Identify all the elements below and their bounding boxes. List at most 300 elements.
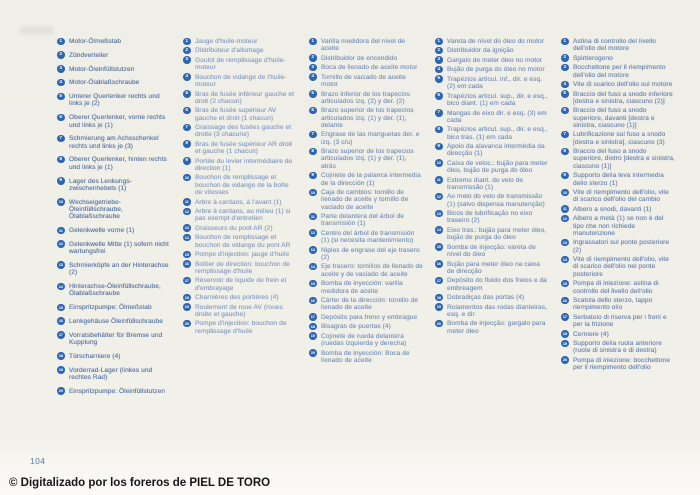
- list-item: [183, 158, 297, 173]
- item-number-badge-icon: 12: [436, 193, 441, 199]
- list-item: [57, 318, 171, 325]
- item-number-badge-icon: 10: [184, 174, 189, 180]
- item-number-badge-icon: 6: [561, 107, 569, 115]
- item-text: Trapézios articul. sup., dir. e esq., bico diant. (1) em cada: [447, 92, 548, 108]
- item-text: Spinterogeno: [573, 54, 613, 62]
- item-text: Caixa de veloc.: bujão para meter óleo, bujão de purga do óleo: [447, 159, 548, 175]
- item-number-badge-icon: 8: [183, 140, 191, 148]
- item-text: Braccio del fuso a snodo superiore, davanti [destra e sinistra, ciascuno (1)]: [573, 107, 655, 129]
- item-number-badge-icon: 1: [561, 38, 569, 46]
- list-item: [435, 304, 549, 319]
- item-text: Wechselgetriebe-Öleinfüllschraube, Ölablaßschraube: [69, 198, 123, 221]
- item-number-badge-icon: 14: [58, 283, 63, 289]
- item-number-badge-icon: 14: [562, 256, 567, 262]
- item-text: Bicos de lubrificação no eixo traseiro (2): [447, 210, 533, 225]
- item-text: Cárter de la dirección: tornillo de llenado de aceite: [321, 297, 419, 312]
- item-number-badge-icon: 2: [57, 51, 65, 59]
- item-number-badge-icon: 2: [561, 54, 569, 62]
- item-text: Trapézios articul. sup., dir. e esq., bico tras. (1) em cada: [447, 126, 548, 141]
- item-text: Schmierung am Achsschenkel rechts und links je (3): [69, 135, 159, 150]
- item-number-badge-icon: 20: [184, 320, 189, 326]
- item-number-badge-icon: 15: [562, 280, 567, 286]
- list-item: [183, 294, 297, 301]
- item-number-badge-icon: 13: [310, 247, 315, 253]
- item-text: Serbatoio di riserva per i freni e per la frizione: [573, 313, 667, 329]
- item-text: Vite di riempimento dell'olio, vite di scarico dell'olio nel ponte posteriore: [573, 256, 670, 278]
- item-text: Einspritzpumpe: Ölmeßstab: [69, 304, 152, 312]
- list-item: [183, 208, 297, 223]
- item-text: Bras de fusée supérieur AR droit et gauche (1 chacun): [195, 140, 293, 156]
- item-number-badge-icon: 1: [57, 38, 65, 46]
- item-number-badge-icon: 3: [309, 64, 317, 72]
- item-text: Oberer Querlenker, hinten rechts und links je (1): [69, 156, 167, 171]
- item-text: Unterer Querlenker rechts und links je (2): [69, 93, 160, 108]
- list-item: [561, 206, 675, 213]
- column-french: [183, 38, 297, 402]
- list-item: [57, 135, 171, 150]
- item-number-badge-icon: 3: [561, 64, 569, 72]
- list-item: [561, 239, 675, 254]
- item-text: Bouchon de remplissage et bouchon de vidange du pont AR: [195, 234, 291, 249]
- item-number-badge-icon: 10: [310, 189, 315, 195]
- list-item: [561, 280, 675, 295]
- list-item: [57, 262, 171, 277]
- item-number-badge-icon: 17: [436, 277, 441, 283]
- list-item: [183, 141, 297, 156]
- item-text: Bomba de injecção: gargalo para meter óleo: [447, 320, 546, 335]
- item-text: Arbre à cardans, à l'avant (1): [195, 198, 282, 206]
- item-text: Eixo tras.: bujão para meter óleo, bujão de purga do óleo: [447, 226, 547, 242]
- item-number-badge-icon: 9: [435, 143, 443, 151]
- list-item: [183, 251, 297, 258]
- item-number-badge-icon: 12: [58, 241, 63, 247]
- item-text: Dobradiças das portas (4): [447, 294, 525, 302]
- list-item: [435, 193, 549, 208]
- item-number-badge-icon: 8: [57, 156, 65, 164]
- list-item: [561, 64, 675, 79]
- item-text: Bocchettone per il riempimento dell'olio del motore: [573, 64, 666, 79]
- item-text: Apoio da alavanca intermédia da direcção (1): [447, 143, 545, 158]
- list-item: [561, 215, 675, 237]
- item-text: Braccio del fuso a snodo superiore, dietro [destra e sinistra, ciascuno (1)]: [573, 148, 675, 170]
- item-text: Bomba de inyección: varilla medidora de aceite: [321, 280, 403, 295]
- item-number-badge-icon: 4: [435, 66, 443, 74]
- item-number-badge-icon: 3: [57, 65, 65, 73]
- list-item: [561, 314, 675, 329]
- item-number-badge-icon: 4: [309, 73, 317, 81]
- item-text: Supporto della ruota anteriore (ruote di sinistra e di destra): [573, 340, 663, 355]
- list-item: [309, 230, 423, 245]
- list-item: [57, 241, 171, 256]
- list-item: [435, 320, 549, 335]
- item-number-badge-icon: 9: [57, 177, 65, 185]
- item-number-badge-icon: 13: [562, 239, 567, 245]
- list-item: [561, 189, 675, 204]
- item-number-badge-icon: 15: [58, 304, 63, 310]
- item-text: Pompe d'injection: jauge d'huile: [195, 251, 290, 259]
- item-text: Gelenkwelle vorne (1): [69, 227, 135, 235]
- item-number-badge-icon: 18: [310, 323, 315, 329]
- list-item: [435, 76, 549, 91]
- list-item: [183, 124, 297, 139]
- item-number-badge-icon: 15: [184, 251, 189, 257]
- item-number-badge-icon: 20: [310, 350, 315, 356]
- item-number-badge-icon: 5: [561, 90, 569, 98]
- list-item: [435, 93, 549, 108]
- item-number-badge-icon: 19: [436, 304, 441, 310]
- item-text: Cerniere (4): [573, 330, 609, 338]
- item-number-badge-icon: 16: [310, 297, 315, 303]
- item-text: Zündverteiler: [69, 51, 109, 59]
- item-number-badge-icon: 2: [183, 47, 191, 55]
- item-text: Boca de llenado de aceite motor: [321, 64, 418, 72]
- item-text: Albero a snodi, davanti (1): [573, 205, 652, 213]
- list-item: [561, 38, 675, 53]
- item-text: Schmierköpfe an der Hinterachse (2): [69, 261, 169, 277]
- item-number-badge-icon: 7: [561, 131, 569, 139]
- item-number-badge-icon: 17: [58, 332, 63, 338]
- item-number-badge-icon: 18: [562, 331, 567, 337]
- watermark-text: © Digitalizado por los foreros de PIEL DE TORO: [9, 477, 271, 489]
- item-text: Varilla medidora del nivel de aceite: [321, 38, 406, 53]
- list-item: [561, 55, 675, 62]
- list-item: [309, 280, 423, 295]
- item-text: Supporto della leva intermedia dello sterzo (1): [573, 172, 664, 187]
- item-number-badge-icon: 2: [309, 54, 317, 62]
- list-item: [309, 213, 423, 228]
- list-item: [309, 38, 423, 53]
- list-item: [435, 160, 549, 175]
- item-text: Distribuidor da ignição: [447, 47, 514, 55]
- list-item: [183, 320, 297, 335]
- list-item: [309, 263, 423, 278]
- scan-artifact: [20, 26, 54, 35]
- list-item: [435, 210, 549, 225]
- list-item: [183, 38, 297, 45]
- list-item: [435, 57, 549, 64]
- list-item: [57, 79, 171, 86]
- item-number-badge-icon: 3: [435, 56, 443, 64]
- list-item: [57, 227, 171, 234]
- item-number-badge-icon: 1: [309, 38, 317, 46]
- item-number-badge-icon: 13: [184, 225, 189, 231]
- list-item: [561, 107, 675, 129]
- column-spanish: [309, 38, 423, 402]
- list-item: [57, 199, 171, 221]
- item-text: Cojinete de la palanca intermedia de la dirección (1): [321, 172, 421, 187]
- item-text: Gargalo de meter óleo no motor: [447, 56, 543, 64]
- item-text: Bomba de injecção: vareta de nível do óleo: [447, 243, 536, 259]
- list-item: [309, 350, 423, 365]
- item-number-badge-icon: 8: [561, 148, 569, 156]
- item-text: Ao meio do veio de transmissão (1) (salvo dispensa manutenção): [447, 193, 545, 208]
- item-number-badge-icon: 4: [183, 73, 191, 81]
- item-number-badge-icon: 16: [184, 261, 189, 267]
- item-number-badge-icon: 12: [184, 208, 189, 214]
- item-number-badge-icon: 17: [184, 277, 189, 283]
- list-item: [183, 261, 297, 276]
- item-text: Jauge d'huile-moteur: [195, 38, 258, 45]
- list-item: [561, 297, 675, 312]
- list-item: [309, 64, 423, 71]
- list-item: [183, 234, 297, 249]
- item-text: Hinterachse-Öleinfüllschraube, Ölablaßschraube: [69, 283, 161, 298]
- item-number-badge-icon: 7: [57, 135, 65, 143]
- item-number-badge-icon: 4: [57, 79, 65, 87]
- item-number-badge-icon: 9: [309, 172, 317, 180]
- item-number-badge-icon: 7: [435, 109, 443, 117]
- item-number-badge-icon: 18: [436, 294, 441, 300]
- item-text: Roulement de roue AV (roues droite et gauche): [195, 303, 283, 318]
- item-text: Vareta de nível do óleo do motor: [447, 38, 545, 45]
- item-text: Motor-Ölablaßschraube: [69, 79, 140, 87]
- item-text: Charnières des portières (4): [195, 294, 279, 302]
- page-number: 104: [30, 456, 46, 466]
- item-text: Réservoir de liquide de frein et d'embrayage: [195, 277, 287, 292]
- item-text: Ingrassatori sul ponte posteriore (2): [573, 239, 670, 254]
- item-number-badge-icon: 5: [183, 90, 191, 98]
- list-item: [57, 178, 171, 193]
- item-number-badge-icon: 7: [309, 131, 317, 139]
- list-item: [435, 126, 549, 141]
- item-number-badge-icon: 15: [310, 280, 315, 286]
- list-item: [57, 367, 171, 382]
- item-text: Goulot de remplissage d'huile-moteur: [195, 56, 286, 72]
- list-item: [435, 227, 549, 242]
- item-text: Türscharniere (4): [69, 352, 121, 360]
- item-text: Vite di scarico dell'olio sul motore: [573, 81, 673, 89]
- list-item: [435, 261, 549, 276]
- item-text: Brazo superior de los trapecios articulados izq. (1) y der. (1), delante: [321, 107, 414, 129]
- item-number-badge-icon: 17: [310, 314, 315, 320]
- item-number-badge-icon: 19: [184, 304, 189, 310]
- item-text: Caja de cambios: tornillo de llenado de aceite y tornillo de vaciado de aceite: [321, 189, 409, 211]
- list-item: [57, 388, 171, 395]
- item-text: Centro del árbol de transmisión (1) (si necesita mantenimiento): [321, 229, 415, 245]
- list-item: [57, 66, 171, 73]
- item-text: Bras de fusée inférieur gauche et droit (2 chacun): [195, 90, 295, 105]
- item-text: Tornillo de vaciado de aceite motor: [321, 73, 406, 89]
- item-number-badge-icon: 9: [183, 157, 191, 165]
- list-item: [309, 131, 423, 146]
- item-text: Extremo diant. do veio de transmissão (1): [447, 176, 524, 191]
- item-text: Mangas de eixo dir. e esq. (3) em cada: [447, 109, 547, 124]
- item-number-badge-icon: 5: [57, 93, 65, 101]
- item-number-badge-icon: 4: [561, 81, 569, 89]
- item-number-badge-icon: 18: [184, 294, 189, 300]
- list-item: [435, 47, 549, 54]
- item-number-badge-icon: 14: [436, 227, 441, 233]
- item-number-badge-icon: 16: [562, 297, 567, 303]
- item-number-badge-icon: 12: [562, 215, 567, 221]
- list-item: [309, 297, 423, 312]
- item-number-badge-icon: 3: [183, 56, 191, 64]
- item-text: Vite di riempimento dell'olio, vite di scarico dell'olio del cambio: [573, 189, 670, 204]
- item-text: Distributeur d'allumage: [195, 47, 264, 55]
- list-item: [57, 353, 171, 360]
- item-text: Graissage des fusées gauche et droite (3 chacune): [195, 124, 292, 139]
- item-text: Pompa di iniezione: astina di controllo del livello dell'olio: [573, 280, 659, 295]
- list-item: [561, 172, 675, 187]
- column-italian: [561, 38, 675, 402]
- item-number-badge-icon: 14: [184, 234, 189, 240]
- item-text: Rolamentos das rodas dianteiras, esq. e dir.: [447, 303, 548, 318]
- list-item: [309, 107, 423, 129]
- item-number-badge-icon: 10: [58, 199, 63, 205]
- item-text: Bras de fusée supérieur AV gauche et droit (1 chacun): [195, 107, 277, 122]
- item-text: Gelenkwelle Mitte (1) sofern nicht wartungsfrei: [69, 240, 169, 256]
- item-text: Bouchon de remplissage et bouchon de vidange de la boîte de vitesses: [195, 174, 289, 197]
- item-number-badge-icon: 20: [58, 388, 63, 394]
- item-number-badge-icon: 18: [58, 353, 63, 359]
- item-number-badge-icon: 7: [183, 124, 191, 132]
- item-text: Vorratsbehälter für Bremse und Kupplung: [69, 331, 163, 347]
- list-item: [57, 156, 171, 171]
- list-item: [435, 38, 549, 45]
- item-text: Lenkgehäuse Öleinfüllschraube: [69, 317, 163, 325]
- item-text: Scatola dello sterzo, tappo riempimento olio: [573, 297, 653, 312]
- item-number-badge-icon: 13: [436, 210, 441, 216]
- list-item: [183, 91, 297, 106]
- item-number-badge-icon: 16: [436, 261, 441, 267]
- list-item: [183, 57, 297, 72]
- list-item: [435, 177, 549, 192]
- item-number-badge-icon: 6: [435, 92, 443, 100]
- item-number-badge-icon: 1: [183, 38, 191, 46]
- list-item: [435, 244, 549, 259]
- list-item: [57, 93, 171, 108]
- item-text: Trapézios articul. inf., dir. e esq. (2) em cada: [447, 75, 543, 91]
- list-item: [183, 47, 297, 54]
- item-text: Parte delantera del árbol de transmisión (1): [321, 213, 405, 228]
- item-text: Cojinete de rueda delantera (ruedas izquierda y derecha): [321, 332, 407, 348]
- item-number-badge-icon: 10: [436, 160, 441, 166]
- item-text: Albero a metà (1) se non è del tipo che non richiede manutenzione: [573, 215, 664, 237]
- item-text: Braccio del fuso a snodo inferiore [destra e sinistra, ciascuno (2)]: [573, 90, 673, 105]
- item-number-badge-icon: 11: [562, 206, 567, 212]
- item-text: Pompa di iniezione: bocchettone per il riempimento dell'olio: [573, 356, 671, 372]
- list-item: [309, 323, 423, 330]
- list-item: [561, 331, 675, 338]
- list-item: [561, 256, 675, 278]
- list-item: [183, 74, 297, 89]
- item-text: Depósito para freno y embrague: [321, 313, 418, 321]
- item-text: Distribuidor de encendido: [321, 54, 398, 62]
- item-text: Motor-Öleinfüllstutzen: [69, 65, 135, 73]
- item-text: Bujão para meter óleo na caixa de direcção: [447, 260, 540, 275]
- item-text: Eje trasero: tornillos de llenado de aceite y de vaciado de aceite: [321, 263, 423, 278]
- item-text: Depósito do fluido dos freios e da embreagem: [447, 277, 547, 292]
- list-item: [309, 55, 423, 62]
- item-text: Graisseurs du pont AR (2): [195, 224, 273, 232]
- list-item: [57, 304, 171, 311]
- item-number-badge-icon: 8: [309, 148, 317, 156]
- list-item: [561, 148, 675, 170]
- item-text: Einspritzpumpe: Öleinfüllstutzen: [69, 387, 166, 395]
- list-item: [435, 143, 549, 158]
- list-item: [561, 357, 675, 372]
- column-german: [57, 38, 171, 402]
- item-text: Vorderrad-Lager (linkes und rechtes Rad): [69, 366, 153, 381]
- list-item: [435, 277, 549, 292]
- item-text: Engrase de las manguetas der. e izq. (3 c/u): [321, 131, 420, 146]
- list-item: [561, 81, 675, 88]
- list-item: [309, 91, 423, 106]
- item-number-badge-icon: 19: [310, 333, 315, 339]
- list-item: [309, 314, 423, 321]
- item-number-badge-icon: 2: [435, 47, 443, 55]
- item-number-badge-icon: 12: [310, 230, 315, 236]
- item-text: Boîtier de direction: bouchon de remplissage d'huile: [195, 260, 290, 275]
- list-item: [57, 38, 171, 45]
- item-number-badge-icon: 5: [435, 75, 443, 83]
- item-number-badge-icon: 6: [57, 114, 65, 122]
- item-number-badge-icon: 11: [436, 177, 441, 183]
- list-item: [309, 189, 423, 211]
- item-text: Niples de engrase del eje trasero (2): [321, 246, 420, 261]
- item-text: Astina di controllo del livello dell'olio del motore: [573, 38, 656, 53]
- list-item: [309, 148, 423, 170]
- item-number-badge-icon: 6: [183, 107, 191, 115]
- list-item: [309, 247, 423, 262]
- item-number-badge-icon: 16: [58, 318, 63, 324]
- item-number-badge-icon: 14: [310, 263, 315, 269]
- list-item: [57, 52, 171, 59]
- list-item: [183, 304, 297, 319]
- item-number-badge-icon: 5: [309, 90, 317, 98]
- item-text: Oberer Querlenker, vorne rechts und links je (1): [69, 114, 166, 129]
- item-number-badge-icon: 9: [561, 172, 569, 180]
- list-item: [435, 66, 549, 73]
- list-item: [183, 174, 297, 196]
- item-number-badge-icon: 10: [562, 189, 567, 195]
- item-text: Bomba de inyección: Boca de llenado de aceite: [321, 349, 410, 364]
- item-text: Bouchon de vidange de l'huile-moteur: [195, 73, 287, 89]
- item-number-badge-icon: 11: [184, 199, 189, 205]
- list-item: [183, 107, 297, 122]
- item-text: Brazo inferior de los trapecios articulados izq. (2) y der. (2): [321, 90, 411, 105]
- item-text: Motor-Ölmeßstab: [69, 38, 122, 45]
- item-number-badge-icon: 20: [436, 320, 441, 326]
- item-number-badge-icon: 11: [310, 213, 315, 219]
- item-text: Brazo superior de los trapecios articulados izq. (1) y der. (1), atrás: [321, 148, 414, 170]
- list-item: [309, 333, 423, 348]
- list-item: [57, 283, 171, 298]
- item-text: Bisagras de puertas (4): [321, 323, 391, 331]
- item-number-badge-icon: 6: [309, 107, 317, 115]
- list-item: [561, 340, 675, 355]
- item-number-badge-icon: 15: [436, 244, 441, 250]
- item-text: Bujão de purga do óleo no motor: [447, 66, 545, 74]
- item-text: Lubrificazione sul fuso a snodo [destra e sinistra], ciascuno (3): [573, 131, 666, 146]
- list-item: [309, 172, 423, 187]
- item-text: Pompe d'injection: bouchon de remplissage d'huile: [195, 320, 287, 335]
- item-text: Lager des Lenkungs-zwischenhebels (1): [69, 177, 132, 192]
- list-item: [57, 332, 171, 347]
- list-item: [561, 91, 675, 106]
- list-item: [57, 114, 171, 129]
- list-item: [183, 199, 297, 206]
- item-number-badge-icon: 20: [562, 357, 567, 363]
- item-number-badge-icon: 8: [435, 126, 443, 134]
- list-item: [309, 74, 423, 89]
- item-number-badge-icon: 11: [58, 227, 63, 233]
- item-number-badge-icon: 19: [562, 340, 567, 346]
- item-number-badge-icon: 1: [435, 38, 443, 46]
- item-number-badge-icon: 17: [562, 314, 567, 320]
- item-number-badge-icon: 19: [58, 367, 63, 373]
- column-portuguese: [435, 38, 549, 402]
